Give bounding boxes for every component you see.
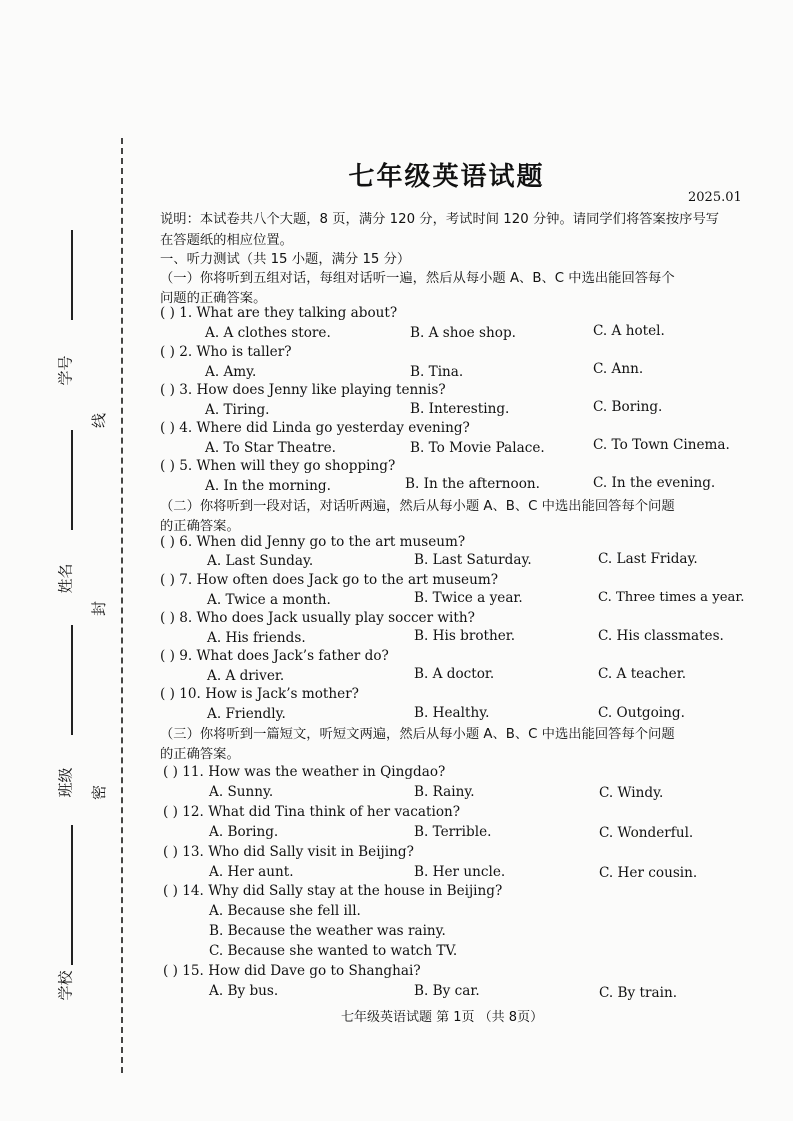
question-15: ( ) 15. How did Dave go to Shanghai? bbox=[163, 963, 421, 979]
q2-option-b: B. Tina. bbox=[410, 364, 464, 380]
q4-option-b: B. To Movie Palace. bbox=[410, 440, 545, 456]
q8-option-b: B. His brother. bbox=[414, 628, 516, 644]
q9-option-a: A. A driver. bbox=[207, 668, 285, 684]
q10-option-a: A. Friendly. bbox=[207, 706, 286, 722]
q6-option-c: C. Last Friday. bbox=[598, 551, 698, 567]
q3-option-a: A. Tiring. bbox=[205, 402, 270, 418]
exam-date: 2025.01 bbox=[688, 190, 742, 205]
q10-option-c: C. Outgoing. bbox=[598, 705, 685, 721]
name-blank bbox=[71, 430, 73, 530]
q5-option-b: B. In the afternoon. bbox=[405, 476, 541, 492]
q3-option-c: C. Boring. bbox=[593, 399, 663, 415]
school-label: 学校 bbox=[56, 970, 75, 1001]
question-9: ( ) 9. What does Jack’s father do? bbox=[160, 648, 389, 664]
class-blank bbox=[71, 625, 73, 735]
seal-mark-line: 线 bbox=[90, 412, 109, 429]
seal-mark-seal: 封 bbox=[90, 600, 109, 617]
q9-option-b: B. A doctor. bbox=[414, 666, 495, 682]
q12-option-b: B. Terrible. bbox=[414, 824, 492, 840]
section-1-instruction-line-1: （一）你将听到五组对话，每组对话听一遍，然后从每小题 A、B、C 中选出能回答每个 bbox=[160, 271, 675, 286]
q6-option-b: B. Last Saturday. bbox=[414, 552, 532, 568]
section-3-instruction-line-1: （三）你将听到一篇短文，听短文两遍，然后从每小题 A、B、C 中选出能回答每个问题 bbox=[160, 727, 675, 742]
q15-option-c: C. By train. bbox=[599, 985, 678, 1001]
q4-option-c: C. To Town Cinema. bbox=[593, 437, 730, 453]
q2-option-a: A. Amy. bbox=[205, 364, 257, 380]
q1-option-a: A. A clothes store. bbox=[205, 325, 331, 341]
question-2: ( ) 2. Who is taller? bbox=[160, 344, 292, 360]
instructions-line-2: 在答题纸的相应位置。 bbox=[160, 233, 293, 248]
question-4: ( ) 4. Where did Linda go yesterday evening? bbox=[160, 420, 470, 436]
q15-option-b: B. By car. bbox=[414, 983, 480, 999]
question-8: ( ) 8. Who does Jack usually play soccer with? bbox=[160, 610, 475, 626]
student-no-blank bbox=[71, 230, 73, 320]
section-2-instruction-line-1: （二）你将听到一段对话，对话听两遍，然后从每小题 A、B、C 中选出能回答每个问题 bbox=[160, 499, 675, 514]
question-3: ( ) 3. How does Jenny like playing tennis? bbox=[160, 382, 446, 398]
q14-option-c: C. Because she wanted to watch TV. bbox=[209, 943, 458, 959]
question-11: ( ) 11. How was the weather in Qingdao? bbox=[163, 764, 446, 780]
q13-option-a: A. Her aunt. bbox=[209, 864, 294, 880]
q15-option-a: A. By bus. bbox=[209, 983, 279, 999]
q1-option-c: C. A hotel. bbox=[593, 323, 665, 339]
name-label: 姓名 bbox=[56, 563, 75, 594]
q5-option-c: C. In the evening. bbox=[593, 475, 716, 491]
binding-dashed-line bbox=[121, 138, 123, 1073]
q12-option-a: A. Boring. bbox=[209, 824, 279, 840]
q8-option-a: A. His friends. bbox=[207, 630, 306, 646]
section-2-instruction-line-2: 的正确答案。 bbox=[160, 519, 240, 534]
q9-option-c: C. A teacher. bbox=[598, 666, 687, 682]
instructions-line-1: 说明：本试卷共八个大题，8 页，满分 120 分，考试时间 120 分钟。请同学们将答案按序号写 bbox=[160, 212, 720, 227]
q2-option-c: C. Ann. bbox=[593, 361, 644, 377]
q7-option-a: A. Twice a month. bbox=[207, 592, 331, 608]
q11-option-a: A. Sunny. bbox=[209, 784, 274, 800]
seal-mark-secret: 密 bbox=[90, 784, 109, 801]
q7-option-c: C. Three times a year. bbox=[598, 590, 745, 605]
question-7: ( ) 7. How often does Jack go to the art museum? bbox=[160, 572, 499, 588]
q7-option-b: B. Twice a year. bbox=[414, 590, 523, 606]
question-10: ( ) 10. How is Jack’s mother? bbox=[160, 686, 359, 702]
q5-option-a: A. In the morning. bbox=[205, 478, 331, 494]
q6-option-a: A. Last Sunday. bbox=[207, 553, 314, 569]
question-14: ( ) 14. Why did Sally stay at the house in Beijing? bbox=[163, 883, 503, 899]
section-3-instruction-line-2: 的正确答案。 bbox=[160, 747, 240, 762]
section-1-instruction-line-2: 问题的正确答案。 bbox=[160, 291, 267, 306]
exam-title: 七年级英语试题 bbox=[348, 162, 545, 192]
question-5: ( ) 5. When will they go shopping? bbox=[160, 458, 396, 474]
q14-option-b: B. Because the weather was rainy. bbox=[209, 923, 446, 939]
question-1: ( ) 1. What are they talking about? bbox=[160, 305, 398, 321]
question-12: ( ) 12. What did Tina think of her vacation? bbox=[163, 804, 461, 820]
q12-option-c: C. Wonderful. bbox=[599, 825, 694, 841]
q8-option-c: C. His classmates. bbox=[598, 628, 724, 644]
q4-option-a: A. To Star Theatre. bbox=[205, 440, 336, 456]
question-13: ( ) 13. Who did Sally visit in Beijing? bbox=[163, 844, 414, 860]
q13-option-b: B. Her uncle. bbox=[414, 864, 506, 880]
q11-option-b: B. Rainy. bbox=[414, 784, 475, 800]
q13-option-c: C. Her cousin. bbox=[599, 865, 698, 881]
class-label: 班级 bbox=[56, 767, 75, 798]
part-1-heading: 一、听力测试（共 15 小题，满分 15 分） bbox=[160, 252, 411, 267]
q14-option-a: A. Because she fell ill. bbox=[209, 903, 361, 919]
question-6: ( ) 6. When did Jenny go to the art museum? bbox=[160, 534, 466, 550]
q10-option-b: B. Healthy. bbox=[414, 705, 490, 721]
student-no-label: 学号 bbox=[56, 355, 75, 386]
q3-option-b: B. Interesting. bbox=[410, 401, 510, 417]
school-blank bbox=[71, 825, 73, 965]
q11-option-c: C. Windy. bbox=[599, 785, 664, 801]
q1-option-b: B. A shoe shop. bbox=[410, 325, 516, 341]
page-footer: 七年级英语试题 第 1页 （共 8页） bbox=[341, 1010, 544, 1025]
